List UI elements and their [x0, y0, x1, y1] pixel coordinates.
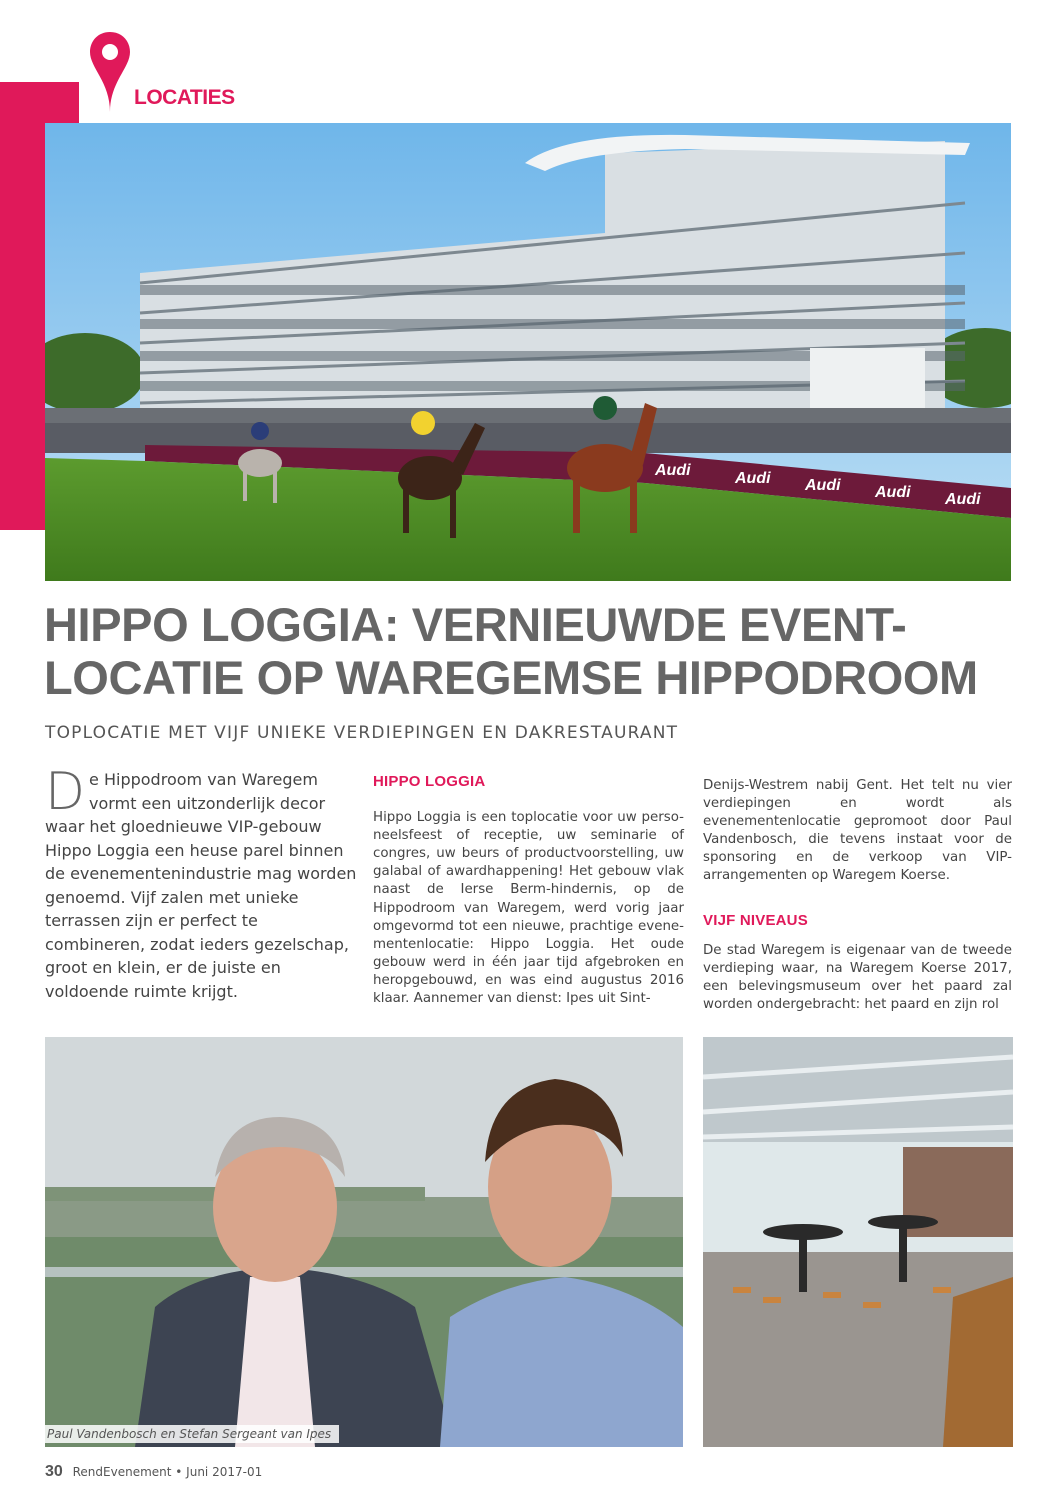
dropcap: D — [45, 762, 86, 822]
section-label: LOCATIES — [134, 86, 235, 109]
photo-two-men — [45, 1037, 683, 1447]
article-headline — [44, 598, 1034, 704]
column-text: Denijs-Westrem nabij Gent. Het telt nu vier verdiepingen en wordt als evenementenlocatie gepromoot door Paul Vandenbosch, die tevens instaat voor de sponsoring en de verkoop van VIP-arrangementen op Waregem Koerse. — [703, 778, 1012, 884]
photo-caption: Paul Vandenbosch en Stefan Sergeant van Ipes — [45, 1425, 339, 1443]
article-subhead: TOPLOCATIE MET VIJF UNIEKE VERDIEPINGEN EN DAKRESTAURANT — [45, 723, 679, 743]
location-pin-icon — [88, 30, 132, 114]
article-column-2 — [703, 777, 1012, 1014]
column-heading: HIPPO LOGGIA — [373, 773, 486, 790]
banner-text: Audi — [805, 477, 841, 494]
hero-photo-racecourse — [45, 123, 1011, 581]
publication-info: RendEvenement • Juni 2017-01 — [72, 1465, 263, 1479]
article-column-1 — [373, 773, 684, 1008]
banner-text: Audi — [875, 484, 911, 501]
intro-text: e Hippodroom van Waregem vormt een uitzonderlijk decor waar het gloednieuwe VIP-gebouw Hippo Loggia een heuse parel binnen de evenementenindustrie mag worden genoemd. Vijf zalen met unieke terrassen zijn er perfect te combineren, zodat ieders gezelschap, groot en klein, er de juiste en voldoende ruimte krijgt. — [45, 770, 357, 1001]
photo-event-hall — [703, 1037, 1013, 1447]
headline-line-1: HIPPO LOGGIA: VERNIEUWDE EVENT- — [44, 598, 907, 651]
page-number: 30 — [45, 1463, 63, 1480]
article-intro — [45, 762, 357, 1003]
banner-text: Audi — [655, 462, 691, 479]
column-text: De stad Waregem is eigenaar van de tweede verdieping waar, na Waregem Koerse 2017, een belevingsmuseum over het paard zal worden ondergebracht: het paard en zijn rol — [703, 942, 1012, 1012]
column-heading: VIJF NIVEAUS — [703, 911, 808, 929]
page-footer — [45, 1463, 262, 1481]
banner-text: Audi — [735, 470, 771, 487]
banner-text: Audi — [945, 491, 981, 508]
column-text: Hippo Loggia is een toplocatie voor uw perso-neelsfeest of receptie, uw seminarie of congres, uw beurs of productvoorstelling, uw galabal of awardhappening! Het gebouw vlak naast de Ierse Berm-hindernis, op de Hippodroom van Waregem, werd vorig jaar omgevormd tot een nieuwe, prachtige evene-mentenlocatie: Hippo Loggia. Het oude gebouw werd in één jaar tijd afgebroken en heropgebouwd, en was eind augustus 2016 klaar. Aannemer van dienst: Ipes uit Sint- — [373, 810, 684, 1007]
headline-line-2: LOCATIE OP WAREGEMSE HIPPODROOM — [44, 651, 978, 704]
